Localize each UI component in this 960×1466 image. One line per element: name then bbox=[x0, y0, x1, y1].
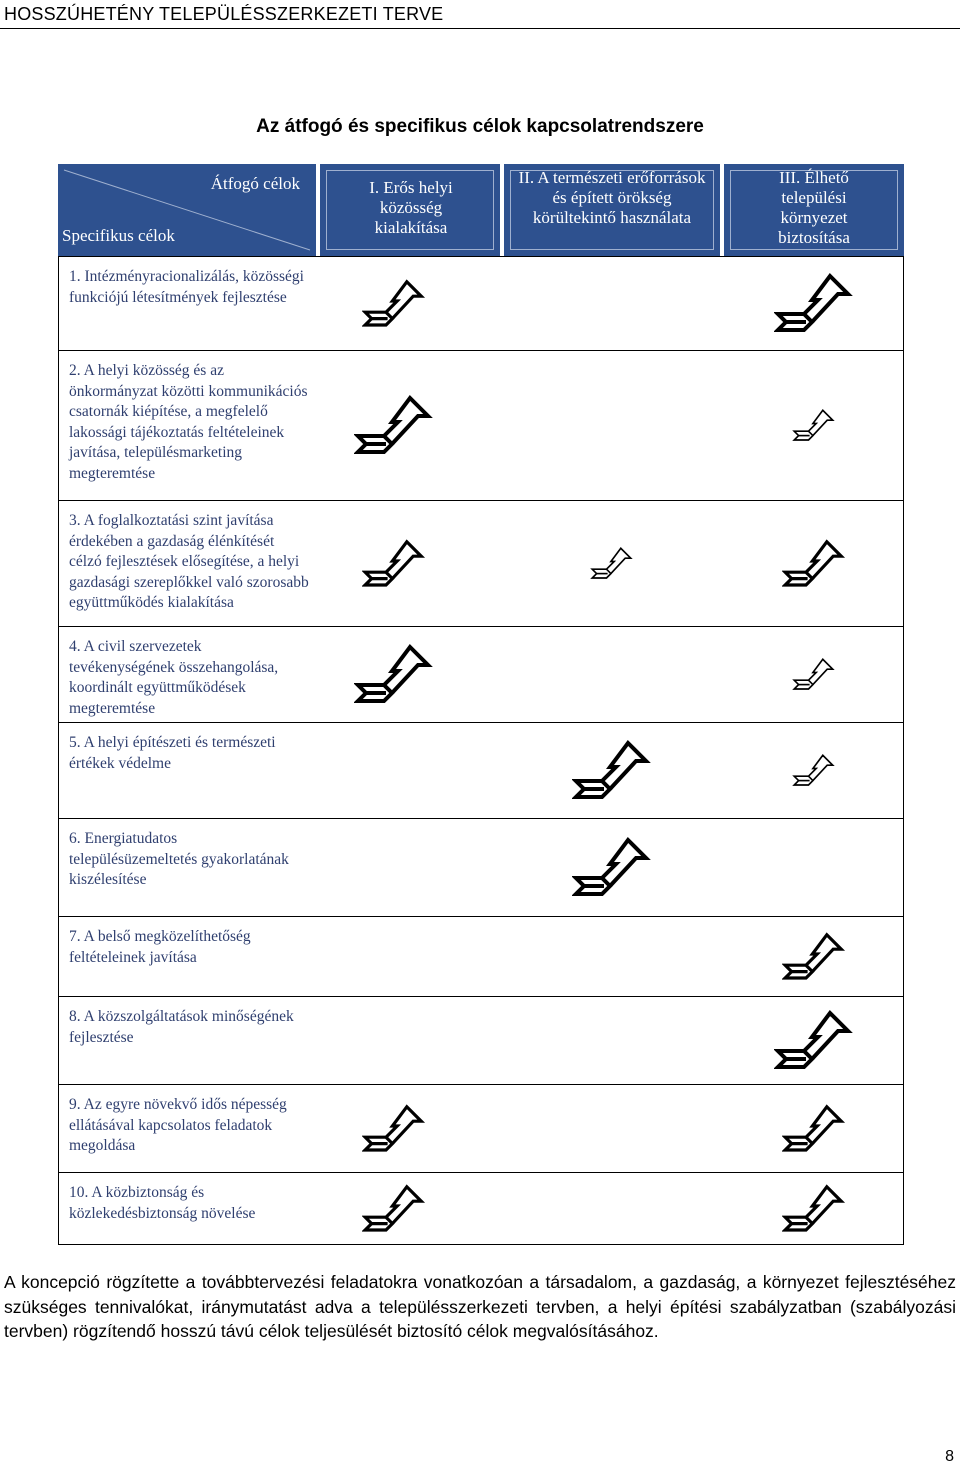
column-header-3: III. Élhető települési környezet biztosítása bbox=[724, 164, 904, 256]
arrow-icon bbox=[792, 752, 836, 788]
arrow-icon bbox=[362, 537, 426, 590]
table-row bbox=[58, 500, 904, 627]
body-paragraph: A koncepció rögzítette a továbbtervezési feladatokra vonatkozóan a társadalom, a gazdaság, a környezet fejlesztéséhez szükséges tennivalókat, iránymutatást adva a településszerkezeti tervben, a helyi építési szabályzatban (szabályozási tervben) rögzítendő hosszú távú célok teljesülését biztosító célok megvalósításához. bbox=[4, 1272, 956, 1341]
relation-mark-small bbox=[590, 545, 634, 586]
relation-mark-medium bbox=[362, 1182, 426, 1240]
relationship-table bbox=[58, 164, 904, 1244]
row-label: 1. Intézményracionalizálás, közösségi funkciójú létesítmények fejlesztése bbox=[69, 268, 304, 306]
arrow-icon bbox=[572, 737, 652, 803]
row-label: 6. Energiatudatos településüzemeltetés gyakorlatának kiszélesítése bbox=[69, 830, 289, 888]
relation-mark-small bbox=[792, 752, 836, 793]
column-header-1: I. Erős helyi közösség kialakítása bbox=[320, 164, 500, 256]
table-row bbox=[58, 1172, 904, 1245]
relation-mark-medium bbox=[362, 277, 426, 335]
relation-mark-medium bbox=[782, 537, 846, 595]
row-label: 2. A helyi közösség és az önkormányzat közötti kommunikációs csatornák kiépítése, a megfelelő lakossági tájékoztatás feltételeinek javítása, településmarketing megteremtése bbox=[69, 362, 308, 482]
arrow-icon bbox=[354, 641, 434, 707]
arrow-icon bbox=[782, 1182, 846, 1235]
row-label: 7. A belső megközelíthetőség feltételeinek javítása bbox=[69, 928, 251, 966]
arrow-icon bbox=[792, 656, 836, 692]
table-row bbox=[58, 350, 904, 501]
arrow-icon bbox=[362, 1102, 426, 1155]
corner-top-label: Átfogó célok bbox=[210, 174, 300, 193]
row-label: 8. A közszolgáltatások minőségének fejlesztése bbox=[69, 1008, 294, 1046]
relation-mark-medium bbox=[362, 537, 426, 595]
row-label: 10. A közbiztonság és közlekedésbiztonság növelése bbox=[69, 1184, 256, 1222]
arrow-icon bbox=[792, 407, 836, 443]
running-header bbox=[0, 0, 960, 29]
arrow-icon bbox=[362, 1182, 426, 1235]
relation-mark-small bbox=[792, 407, 836, 448]
table-row bbox=[58, 818, 904, 917]
relation-mark-medium bbox=[362, 1102, 426, 1160]
page-number: 8 bbox=[945, 1448, 954, 1465]
corner-bottom-label: Specifikus célok bbox=[62, 226, 175, 245]
arrow-icon bbox=[782, 930, 846, 983]
arrow-icon bbox=[774, 270, 854, 336]
table-row bbox=[58, 722, 904, 819]
running-title: HOSSZÚHETÉNY TELEPÜLÉSSZERKEZETI TERVE bbox=[4, 4, 444, 24]
arrow-icon bbox=[362, 277, 426, 330]
relation-mark-large bbox=[774, 270, 854, 341]
corner-header-cell bbox=[58, 164, 316, 256]
table-row bbox=[58, 1084, 904, 1173]
relation-mark-small bbox=[792, 656, 836, 697]
arrow-icon bbox=[572, 834, 652, 900]
relation-mark-medium bbox=[782, 1182, 846, 1240]
row-label: 5. A helyi építészeti és természeti értékek védelme bbox=[69, 734, 276, 772]
arrow-icon bbox=[782, 1102, 846, 1155]
row-label: 9. Az egyre növekvő idős népesség ellátásával kapcsolatos feladatok megoldása bbox=[69, 1096, 287, 1154]
relation-mark-large bbox=[354, 641, 434, 712]
arrow-icon bbox=[354, 392, 434, 458]
row-label: 3. A foglalkoztatási szint javítása érdekében a gazdaság élénkítését célzó fejlesztések elősegítése, a helyi gazdasági szereplőkkel való szorosabb együttműködés kialakítása bbox=[69, 512, 309, 611]
row-label: 4. A civil szervezetek tevékenységének összehangolása, koordinált együttműködések megteremtése bbox=[69, 638, 279, 717]
relation-mark-large bbox=[572, 737, 652, 808]
relation-mark-large bbox=[774, 1007, 854, 1078]
arrow-icon bbox=[774, 1007, 854, 1073]
page-title: Az átfogó és specifikus célok kapcsolatrendszere bbox=[256, 116, 704, 137]
arrow-icon bbox=[782, 537, 846, 590]
relation-mark-medium bbox=[782, 1102, 846, 1160]
relation-mark-large bbox=[572, 834, 652, 905]
arrow-icon bbox=[590, 545, 634, 581]
relation-mark-medium bbox=[782, 930, 846, 988]
column-header-2: II. A természeti erőforrások és épített örökség körültekintő használata bbox=[504, 164, 720, 256]
table-row bbox=[58, 916, 904, 997]
relation-mark-large bbox=[354, 392, 434, 463]
table-row bbox=[58, 626, 904, 723]
